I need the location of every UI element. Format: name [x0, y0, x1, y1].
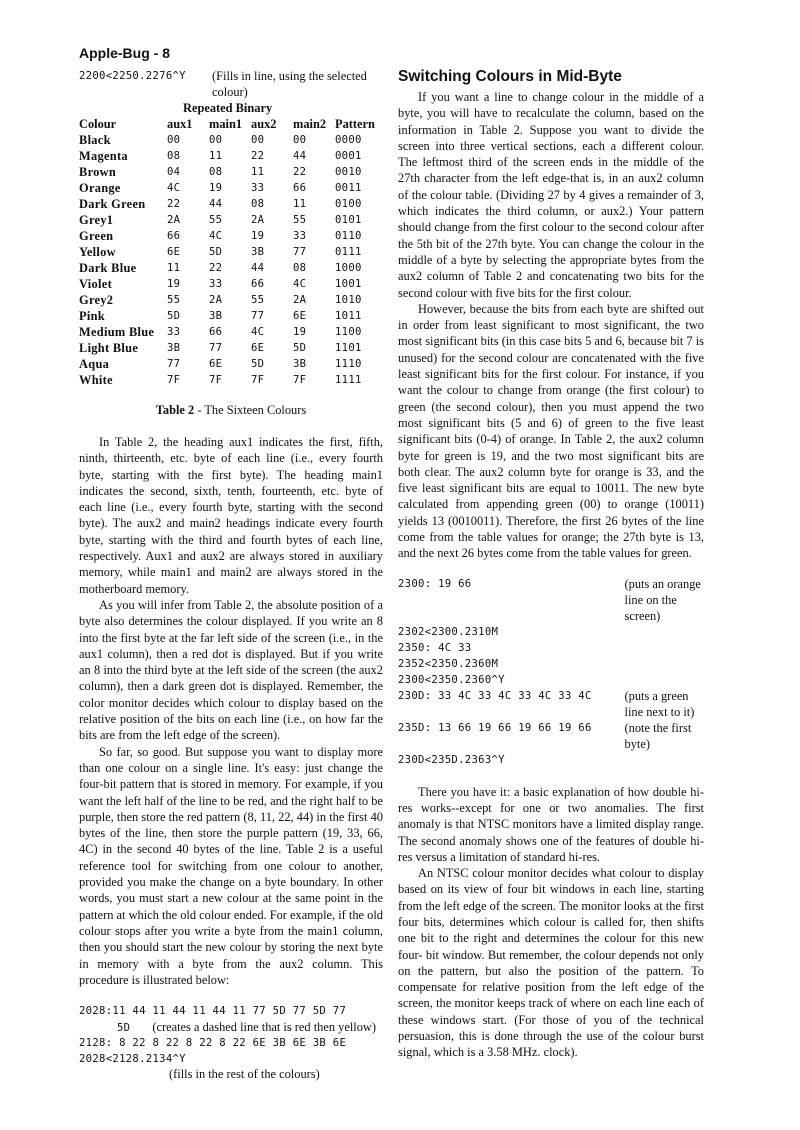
- paragraph: There you have it: a basic explanation of how double hi-res works--except for one or two anomalies. The first anomaly is that NTSC monitors have a limited display range. The second anomaly shows one of the features of double hi-res versus a limitation of standard hi-res.: [398, 784, 704, 864]
- paragraph: In Table 2, the heading aux1 indicates the first, fifth, ninth, thirteenth, etc. byte of each line (i.e., every fourth byte, starting with the first byte). The heading main1 indicates the second, sixth, tenth, fourteenth, etc. byte of each line (i.e., every fourth byte, starting with the second byte). The aux2 and main2 headings indicate every fourth byte, starting with the third and fourth bytes of each line, respectively. Aux1 and aux2 are always stored in auxiliary memory, while main1 and main2 are always stored in the motherboard memory.: [79, 435, 383, 596]
- colour-name: Violet: [79, 277, 112, 291]
- byte-cell: 2A: [167, 214, 181, 226]
- table-row: [79, 340, 377, 356]
- colour-name: Dark Blue: [79, 261, 137, 275]
- byte-cell: 33: [167, 326, 181, 338]
- table-caption: Table 2 - The Sixteen Colours: [155, 403, 307, 417]
- code-comment: [625, 640, 704, 656]
- pattern-cell: 0110: [335, 230, 362, 242]
- byte-cell: 6E: [251, 342, 265, 354]
- byte-cell: 44: [209, 198, 223, 210]
- byte-cell: 77: [293, 246, 307, 258]
- byte-cell: 77: [167, 358, 181, 370]
- code-comment: [625, 672, 704, 688]
- byte-cell: 66: [251, 278, 265, 290]
- section-heading: Switching Colours in Mid-Byte: [398, 68, 622, 85]
- table-row: [79, 356, 377, 372]
- code-row: [398, 640, 704, 656]
- table-row: [79, 308, 377, 324]
- page-header: Apple-Bug - 8: [79, 45, 170, 61]
- paragraph: If you want a line to change colour in the middle of a byte, you will have to recalculate the column, based on the information in Table 2. Suppose you want to divide the screen into three vertical sections, each a different colour. The leftmost third of the screen ends in the middle of the 27th character from the left edge-that is, in an aux2 column of the colour table. (Dividing 27 by 4 gives a remainder of 3, which indicates the third column, or aux2.) Your pattern should change from the first colour to the second colour after the 5th bit of the 27th byte. You can change the colour in the middle of a byte by selecting the appropriate bytes from the aux2 column of Table 2 and concatenating two bits for the second colour with five bits for the first colour.: [398, 90, 704, 300]
- code-row: [398, 624, 704, 640]
- pattern-cell: 0000: [335, 134, 362, 146]
- byte-cell: 22: [167, 198, 181, 210]
- pattern-cell: 1100: [335, 326, 362, 338]
- byte-cell: 77: [209, 342, 223, 354]
- byte-cell: 19: [209, 182, 223, 194]
- byte-cell: 4C: [209, 230, 223, 242]
- colour-name: Brown: [79, 165, 117, 179]
- byte-cell: 44: [251, 262, 265, 274]
- paragraph: However, because the bits from each byte are shifted out in order from least significant to most significant, the two most significant bits (in this case bits 5 and 6, because bit 7 is unused) for the second colour are concatenated with the five least significant bits for the first colour. For instance, if you want the colour to change from orange (the first colour) to green (the second colour), then you must append the two most significant bits (5 and 6) of green to the five least significant bits (0-4) of orange. In Table 2, the aux2 column byte for green is 19, and the two most significant bits are both clear. The aux2 column byte for orange is 33, and the five least significant bits are equal to 10011. The new byte calculated from appending green (00) to orange (10011) yields 13 (0010011). Therefore, the first 26 bytes of the line come from the table values for orange; the 27th byte is 13, and the next 26 bytes come from the table values for green.: [398, 301, 704, 561]
- byte-cell: 55: [293, 214, 307, 226]
- byte-cell: 4C: [167, 182, 181, 194]
- pattern-cell: 1001: [335, 278, 362, 290]
- byte-cell: 55: [251, 294, 265, 306]
- byte-cell: 7F: [251, 374, 265, 386]
- code-comment: (note the first byte): [624, 720, 692, 751]
- byte-cell: 6E: [167, 246, 181, 258]
- table-row: [79, 228, 377, 244]
- code-comment: (fills in the rest of the colours): [169, 1067, 320, 1082]
- byte-cell: 2A: [251, 214, 265, 226]
- byte-cell: 55: [167, 294, 181, 306]
- code-comment: [625, 656, 704, 672]
- repeated-binary-label: Repeated Binary: [183, 101, 273, 115]
- table-row: [79, 244, 377, 260]
- pattern-cell: 1101: [335, 342, 362, 354]
- byte-cell: 19: [251, 230, 265, 242]
- pattern-cell: 1000: [335, 262, 362, 274]
- byte-cell: 5D: [251, 358, 265, 370]
- code-line: 2350: 4C 33: [398, 641, 472, 654]
- code-row: [398, 656, 704, 672]
- table-row: [79, 148, 377, 164]
- byte-cell: 7F: [167, 374, 181, 386]
- pattern-cell: 0001: [335, 150, 362, 162]
- code-line: 230D: 33 4C 33 4C 33 4C 33 4C: [398, 689, 592, 702]
- pattern-cell: 1011: [335, 310, 362, 322]
- table-row: [79, 292, 377, 308]
- pattern-cell: 1111: [335, 374, 362, 386]
- colour-name: Pink: [79, 309, 105, 323]
- byte-cell: 22: [293, 166, 307, 178]
- byte-cell: 77: [251, 310, 265, 322]
- byte-cell: 22: [209, 262, 223, 274]
- colour-name: Grey1: [79, 213, 114, 227]
- table-row: [79, 212, 377, 228]
- byte-cell: 3B: [167, 342, 181, 354]
- pattern-cell: 0011: [335, 182, 362, 194]
- byte-cell: 00: [293, 134, 307, 146]
- code-line: 5D (creates a dashed line that is red then yellow): [117, 1019, 376, 1034]
- byte-cell: 3B: [251, 246, 265, 258]
- paragraph: An NTSC colour monitor decides what colour to display based on its view of four bit windows in each line, starting from the left edge of the screen. The monitor looks at the first four bits, determines which colour is called for, then shifts one bit to the right and determines the colour for this new four- bit window. But remember, the colour depends not only on the pattern, but also the position of the pattern. To compensate for relative position from the left edge of the screen, the monitor keeps track of where on each line each of these windows start. (For those of you of the technical persuasion, this is done through the use of the colour burst signal, which is a 3.58 MHz. clock).: [398, 866, 704, 1060]
- col-header-main1: main1: [209, 117, 243, 131]
- pattern-cell: 0111: [335, 246, 362, 258]
- pattern-cell: 1010: [335, 294, 362, 306]
- byte-cell: 55: [209, 214, 223, 226]
- code-row: [398, 720, 704, 752]
- byte-cell: 08: [209, 166, 223, 178]
- byte-cell: 4C: [251, 326, 265, 338]
- code-line: 2300<2350.2360^Y: [398, 673, 505, 686]
- colour-name: Orange: [79, 181, 121, 195]
- code-line: 2300: 19 66: [398, 577, 472, 590]
- byte-cell: 22: [251, 150, 265, 162]
- byte-cell: 00: [251, 134, 265, 146]
- pattern-cell: 1110: [335, 358, 362, 370]
- byte-cell: 08: [167, 150, 181, 162]
- byte-cell: 19: [167, 278, 181, 290]
- code-comment: (puts an orange line on the screen): [624, 576, 701, 623]
- paragraph: So far, so good. But suppose you want to display more than one colour on a single line. It's easy: just change the four-bit pattern that is stored in memory. For example, if you want the left half of the line to be red, and the right half to be purple, then store the red pattern (8, 11, 22, 44) in the first 40 bytes of the line, then store the purple pattern (19, 33, 66, 4C) in the second 40 bytes of the line. Table 2 is a useful reference tool for switching from one colour to another, provided you make the change on a byte boundary. In other words, you must start a new colour at the same point in the pattern at which the old colour ended. For example, if the old colour stops after you write a byte from the main1 column, then you should start the new colour by storing the next byte in memory with a byte from the aux2 column. This procedure is illustrated below:: [79, 744, 383, 987]
- colour-table-header: [79, 116, 377, 132]
- table-row: [79, 324, 377, 340]
- byte-cell: 5D: [209, 246, 223, 258]
- code-comment: [625, 752, 704, 768]
- table-row: [79, 276, 377, 292]
- colour-name: Black: [79, 133, 111, 147]
- col-header-aux2: aux2: [251, 117, 277, 131]
- fill-command-row: [79, 68, 383, 100]
- left-column: [79, 68, 383, 1083]
- code-line: 2302<2300.2310M: [398, 625, 499, 638]
- col-header-colour: Colour: [79, 117, 117, 131]
- byte-cell: 08: [293, 262, 307, 274]
- colour-name: Yellow: [79, 245, 116, 259]
- byte-cell: 08: [251, 198, 265, 210]
- table-row: [79, 196, 377, 212]
- code-line: 235D: 13 66 19 66 19 66 19 66: [398, 721, 592, 734]
- byte-cell: 00: [167, 134, 181, 146]
- colour-name: Green: [79, 229, 114, 243]
- table-row: [79, 372, 377, 388]
- byte-cell: 33: [209, 278, 223, 290]
- byte-cell: 3B: [293, 358, 307, 370]
- byte-cell: 7F: [293, 374, 307, 386]
- colour-name: Dark Green: [79, 197, 146, 211]
- byte-cell: 4C: [293, 278, 307, 290]
- code-row: [398, 576, 704, 624]
- byte-cell: 33: [293, 230, 307, 242]
- byte-cell: 11: [251, 166, 265, 178]
- byte-cell: 19: [293, 326, 307, 338]
- byte-cell: 04: [167, 166, 181, 178]
- byte-cell: 66: [293, 182, 307, 194]
- byte-cell: 44: [293, 150, 307, 162]
- colour-name: Light Blue: [79, 341, 139, 355]
- col-header-aux1: aux1: [167, 117, 193, 131]
- code-example-left: [79, 1004, 383, 1083]
- table-row: [79, 260, 377, 276]
- table-row: [79, 180, 377, 196]
- col-header-pattern: Pattern: [335, 117, 375, 131]
- colour-name: Medium Blue: [79, 325, 155, 339]
- byte-cell: 6E: [293, 310, 307, 322]
- table-row: [79, 132, 377, 148]
- code-comment: [625, 624, 704, 640]
- pattern-cell: 0101: [335, 214, 362, 226]
- code-line: 2352<2350.2360M: [398, 657, 499, 670]
- byte-cell: 11: [293, 198, 307, 210]
- byte-cell: 33: [251, 182, 265, 194]
- byte-cell: 5D: [167, 310, 181, 322]
- pattern-cell: 0010: [335, 166, 362, 178]
- col-header-main2: main2: [293, 117, 327, 131]
- byte-cell: 11: [209, 150, 223, 162]
- byte-cell: 2A: [293, 294, 307, 306]
- byte-cell: 11: [167, 262, 181, 274]
- right-column: [398, 68, 704, 1061]
- byte-cell: 5D: [293, 342, 307, 354]
- code-comment: (puts a green line next to it): [624, 688, 695, 719]
- code-line: 230D<235D.2363^Y: [398, 753, 505, 766]
- byte-cell: 00: [209, 134, 223, 146]
- code-line: 2028<2128.2134^Y: [79, 1052, 186, 1065]
- pattern-cell: 0100: [335, 198, 362, 210]
- table-row: [79, 164, 377, 180]
- colour-table: [79, 116, 377, 388]
- byte-cell: 66: [209, 326, 223, 338]
- code-row: [398, 752, 704, 768]
- byte-cell: 7F: [209, 374, 223, 386]
- code-row: [398, 672, 704, 688]
- colour-name: Aqua: [79, 357, 110, 371]
- fill-command: 2200<2250.2276^Y: [79, 70, 186, 82]
- code-row: [398, 688, 704, 720]
- byte-cell: 3B: [209, 310, 223, 322]
- byte-cell: 66: [167, 230, 181, 242]
- byte-cell: 2A: [209, 294, 223, 306]
- fill-comment: (Fills in line, using the selected colour): [212, 69, 367, 99]
- byte-cell: 6E: [209, 358, 223, 370]
- colour-name: White: [79, 373, 113, 387]
- code-example-right: [398, 576, 704, 768]
- paragraph: As you will infer from Table 2, the absolute position of a byte also determines the colour displayed. If you write an 8 into the first byte at the far left side of the screen (i.e., in the aux1 column), then a red dot is displayed. But if you write an 8 into the third byte at the left side of the screen (the aux2 column), then a dark green dot is displayed. Remember, the color monitor decides which colour to display based on the relative position of the bits on each line (i.e., on how far the bits are from the left edge of the screen).: [79, 597, 383, 743]
- code-line: 2128: 8 22 8 22 8 22 8 22 6E 3B 6E 3B 6E: [79, 1037, 347, 1050]
- colour-name: Magenta: [79, 149, 128, 163]
- colour-name: Grey2: [79, 293, 114, 307]
- code-line: 2028:11 44 11 44 11 44 11 77 5D 77 5D 77: [79, 1005, 347, 1018]
